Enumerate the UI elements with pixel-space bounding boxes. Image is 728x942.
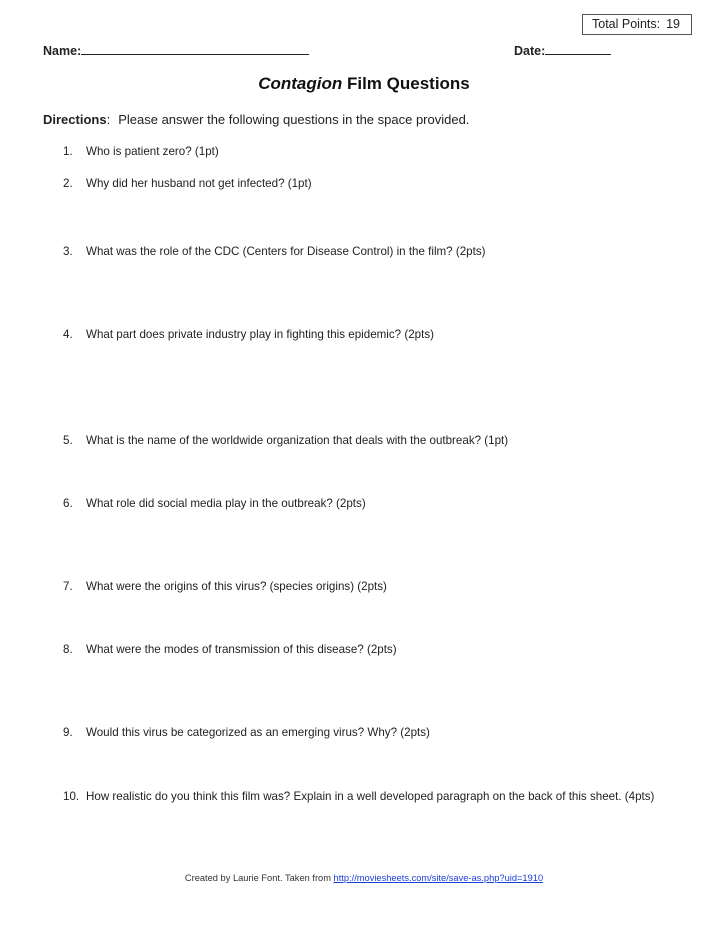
question-number: 1. — [63, 145, 73, 158]
question-item — [63, 177, 312, 190]
name-field — [43, 41, 309, 58]
directions-colon: : — [106, 112, 111, 127]
question-item — [63, 145, 219, 158]
title-film-name: Contagion — [258, 74, 343, 93]
total-points-label: Total Points: — [592, 17, 661, 31]
question-item — [63, 328, 434, 341]
question-text: What part does private industry play in fighting this epidemic? (2pts) — [86, 328, 434, 341]
question-number: 5. — [63, 434, 73, 447]
question-number: 2. — [63, 177, 73, 190]
question-number: 7. — [63, 580, 73, 593]
question-number: 4. — [63, 328, 73, 341]
question-number: 9. — [63, 726, 73, 739]
question-text: What was the role of the CDC (Centers for Disease Control) in the film? (2pts) — [86, 245, 486, 258]
question-item — [63, 245, 486, 258]
title-rest: Film Questions — [342, 74, 470, 93]
question-item — [63, 580, 387, 593]
total-points-value: 19 — [666, 17, 680, 31]
question-text: What is the name of the worldwide organization that deals with the outbreak? (1pt) — [86, 434, 509, 447]
footer-credit-text: Created by Laurie Font. Taken from — [184, 873, 334, 883]
question-number: 10. — [63, 790, 80, 803]
question-text: Who is patient zero? (1pt) — [86, 145, 219, 158]
question-item — [63, 643, 397, 656]
directions-label: Directions — [43, 112, 107, 127]
page-title — [0, 74, 728, 94]
question-item — [63, 726, 430, 739]
question-text: What role did social media play in the outbreak? (2pts) — [86, 497, 366, 510]
date-label: Date: — [514, 44, 546, 58]
question-text: Why did her husband not get infected? (1pt) — [86, 177, 312, 190]
name-blank-line[interactable] — [81, 41, 309, 55]
question-text: How realistic do you think this film was? Explain in a well developed paragraph on the back of this sheet. (4pts) — [86, 790, 655, 803]
question-item — [63, 790, 654, 803]
source-link[interactable]: http://moviesheets.com/site/save-as.php?uid=1910 — [333, 873, 544, 883]
question-item — [63, 497, 366, 510]
question-text: What were the modes of transmission of this disease? (2pts) — [86, 643, 397, 656]
date-field — [514, 41, 611, 58]
question-number: 6. — [63, 497, 73, 510]
total-points-box — [582, 14, 692, 35]
question-item — [63, 434, 508, 447]
question-text: Would this virus be categorized as an emerging virus? Why? (2pts) — [86, 726, 430, 739]
directions — [43, 112, 469, 127]
question-text: What were the origins of this virus? (species origins) (2pts) — [86, 580, 387, 593]
question-number: 8. — [63, 643, 73, 656]
question-number: 3. — [63, 245, 73, 258]
name-label: Name: — [43, 44, 82, 58]
date-blank-line[interactable] — [545, 41, 611, 55]
footer-credit — [0, 873, 728, 883]
directions-text: Please answer the following questions in the space provided. — [118, 112, 470, 127]
